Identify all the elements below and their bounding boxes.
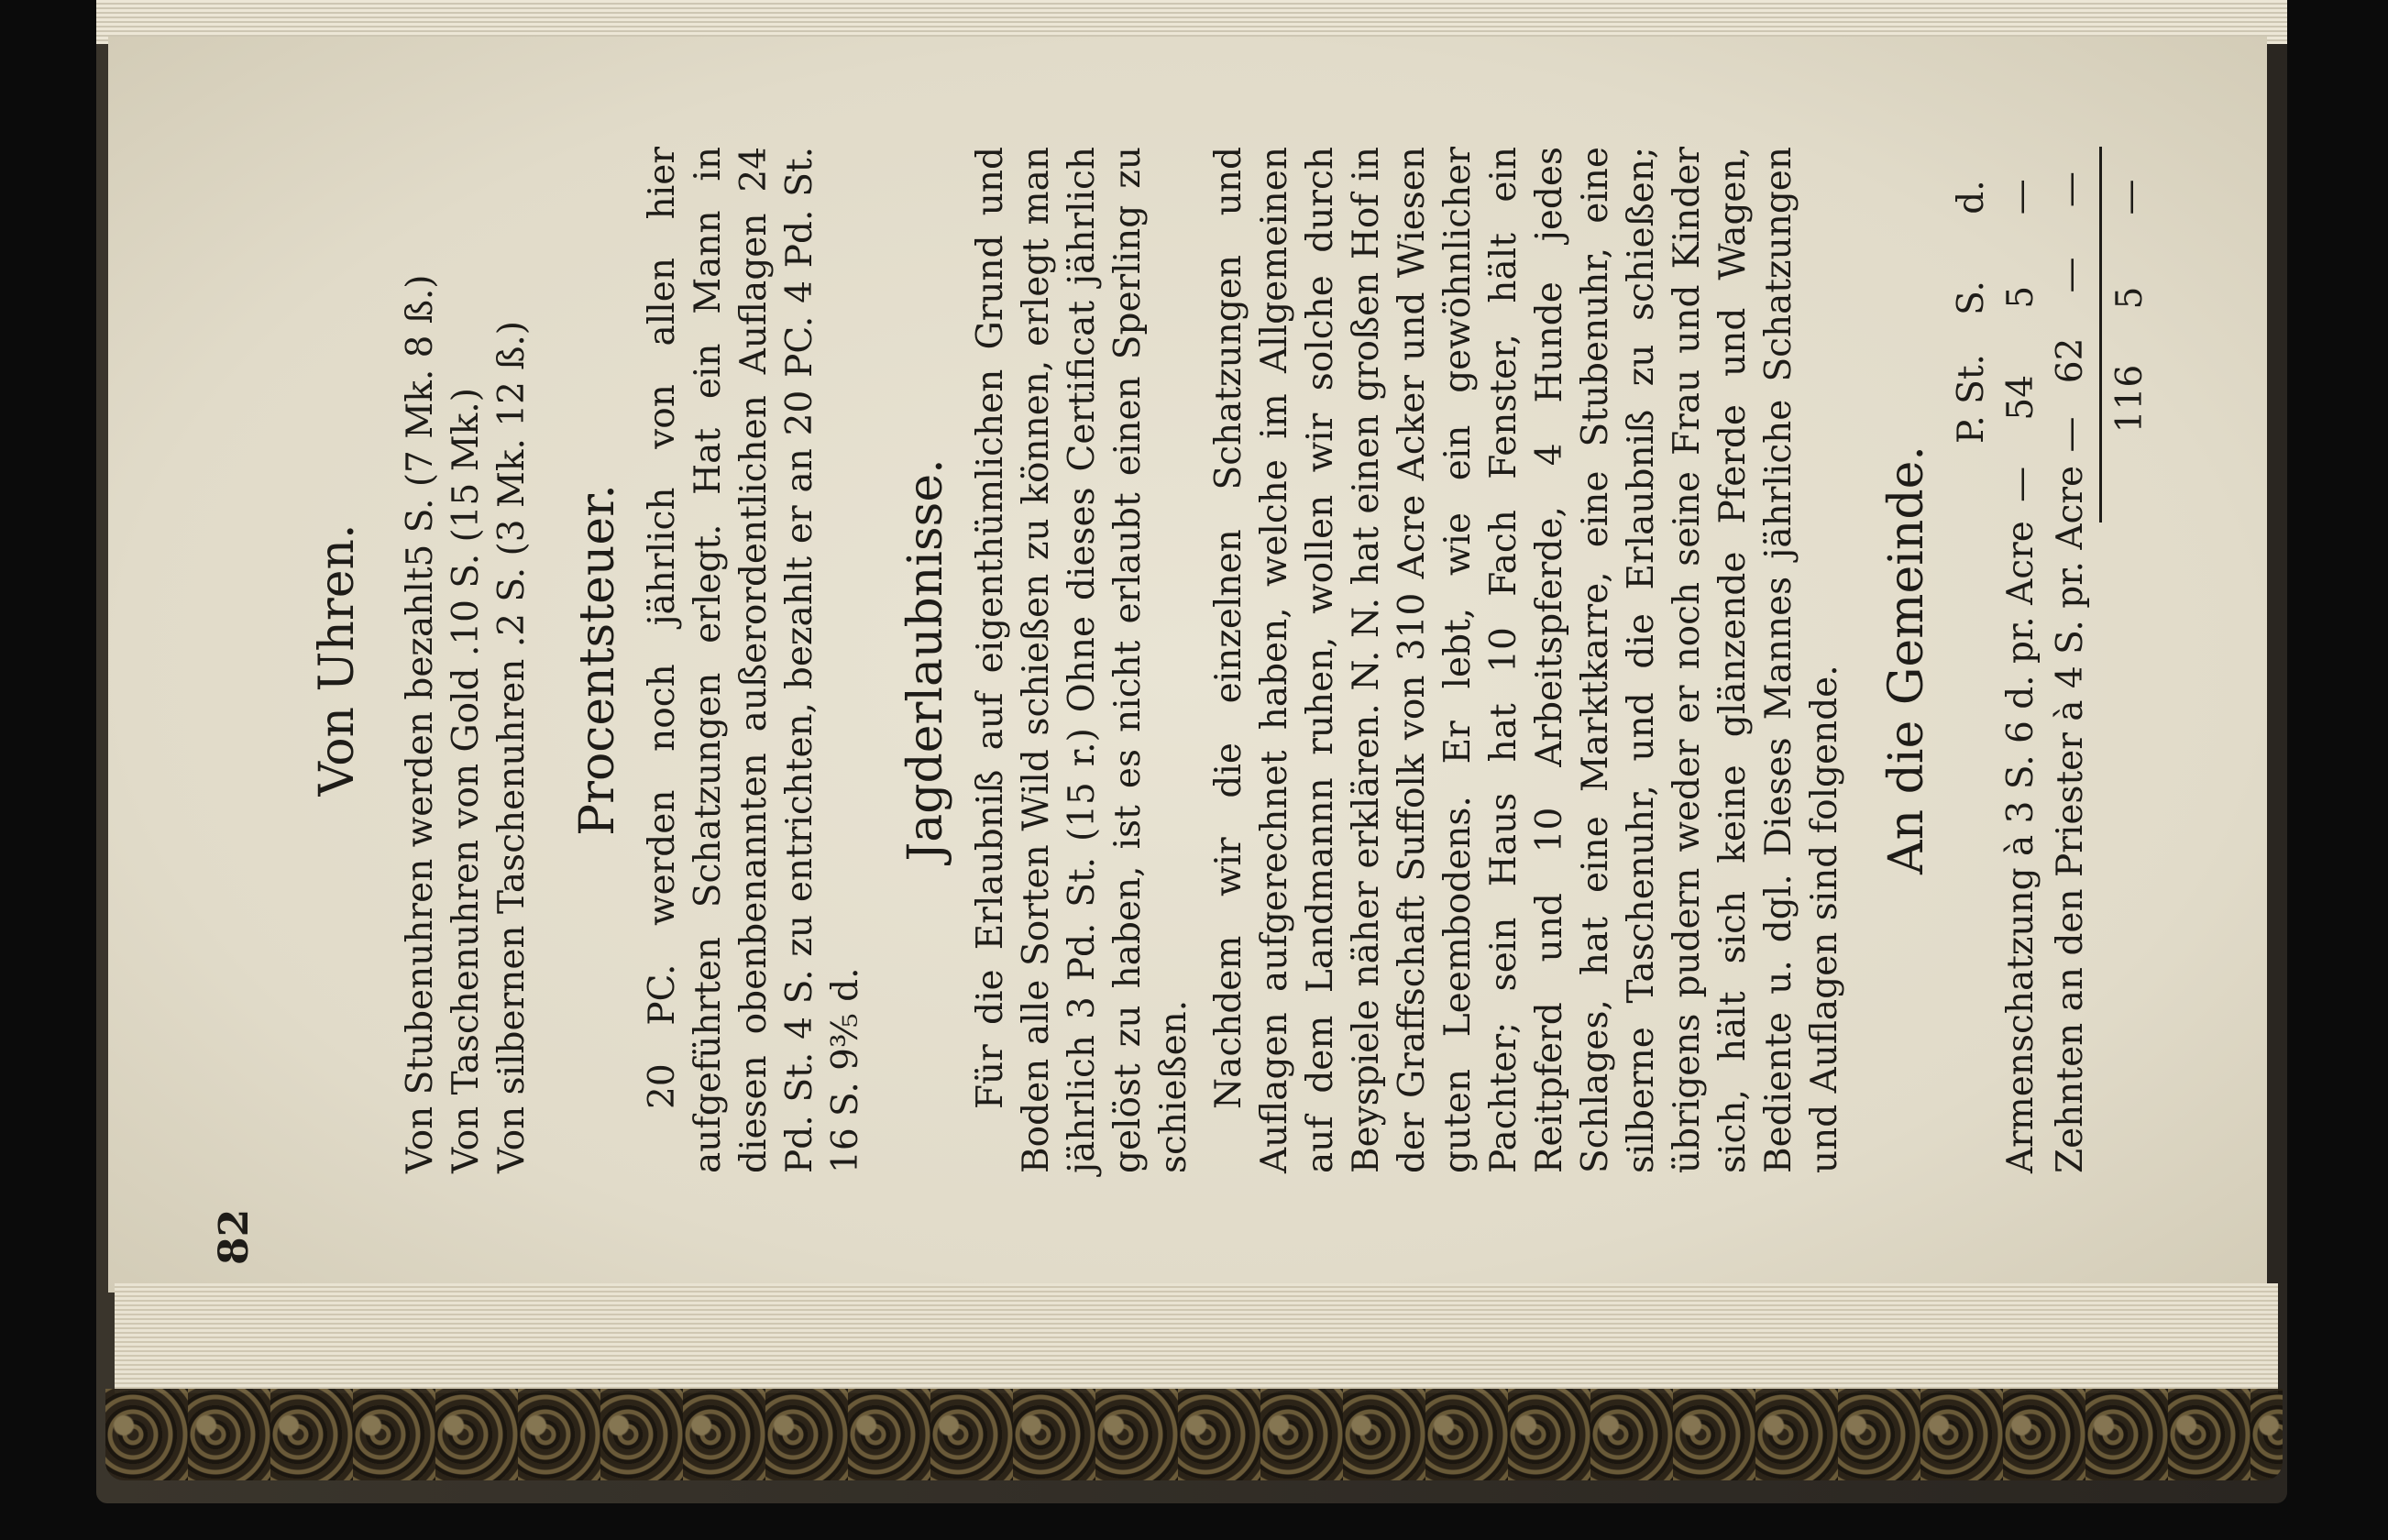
row-dash: — (2000, 466, 2041, 502)
row-label: Zehnten an den Priester à 4 S. pr. Acre (2050, 465, 2091, 1173)
hunting-text: Für die Erlaubniß auf eigenthümlichen Grund und Boden alle Sorten Wild schießen zu können, erlegt man jährlich 3 Pd. St. (15 r.) Ohne dieses Certificat jährlich gelöst zu haben, ist es nicht erlaubt einen Sperling zu schießen. (970, 147, 1194, 1173)
clock-row-label: Von silbernen Taschenuhren . (491, 635, 533, 1173)
clock-row-value: 2 S. (3 Mk. 12 ß.) (491, 320, 533, 636)
heading-percent-tax: Procentsteuer. (570, 484, 625, 836)
clock-row-value: 5 S. (7 Mk. 8 ß.) (400, 274, 441, 567)
table-row (1997, 147, 2046, 1173)
row-pst: 62 (2050, 337, 2091, 384)
percent-tax-text: 20 PC. werden noch jährlich von allen hier aufgeführten Schatzungen erlegt. Hat ein Mann in diesen obenbenannten außerordentlichen Auflagen 24 Pd. St. 4 S. zu entrichten, bezahlt er an 20 PC. 4 Pd. St. 16 S. 9⅗ d. (642, 147, 866, 1173)
clock-row (490, 147, 535, 1173)
heading-community: An die Gemeinde. (1879, 446, 1934, 874)
page-content (312, 147, 2155, 1173)
row-s: 5 (2000, 285, 2041, 309)
row-dash: — (2050, 416, 2091, 453)
page-number: 82 (211, 1208, 258, 1265)
example-text: Nachdem wir die einzelnen Schatzungen und Auflagen aufgerechnet haben, welche im Allgemeinen auf dem Landmannn ruhen, wollen wir solche durch Beyspiele näher erklären. N. N. hat einen großen Hof in der Graffschaft Suffolk von 310 Acre Acker und Wiesen guten Leembodens. Er lebt, wie ein gewöhnlicher Pachter; sein Haus hat 10 Fach Fenster, hält ein Reitpferd und 10 Arbeitspferde, 4 Hunde jedes Schlages, hat eine Marktkarre, eine Stubenuhr, eine silberne Taschenuhr, und die Erlaubniß zu schießen; übrigens pudern weder er noch seine Frau und Kinder sich, hält sich keine glänzende Pferde und Wagen, Bediente u. dgl. Dieses Mannes jährliche Schatzungen und Auflagen sind folgende. (1208, 147, 1845, 1173)
total-s: 5 (2109, 286, 2151, 310)
total-d: — (2109, 179, 2151, 215)
row-d: — (2000, 179, 2041, 215)
col-s-header: S. (1951, 280, 1992, 315)
clock-row-label: Von Stubenuhren werden bezahlt (400, 566, 441, 1173)
heading-clocks: Von Uhren. (310, 523, 365, 797)
row-d: — (2050, 171, 2091, 208)
row-s: — (2050, 257, 2091, 293)
total-pst: 116 (2109, 364, 2151, 434)
table-row (2046, 147, 2096, 1173)
clock-row (398, 147, 444, 1173)
clock-row (444, 147, 490, 1173)
sum-rule (2099, 147, 2102, 522)
clock-row-label: Von Taschenuhren von Gold . (446, 644, 487, 1173)
rotated-page-text (156, 82, 2191, 1265)
clock-row-value: 10 S. (15 Mk.) (446, 388, 487, 645)
heading-hunting: Jagderlaubnisse. (898, 458, 953, 862)
col-d-header: d. (1951, 180, 1992, 214)
table-header (1947, 147, 1997, 1173)
row-label: Armenschatzung à 3 S. 6 d. pr. Acre (2000, 521, 2041, 1173)
row-pst: 54 (2000, 374, 2041, 421)
table-total-row (2106, 147, 2155, 1173)
col-pst-header: P. St. (1951, 354, 1992, 444)
tax-table (1947, 147, 2155, 1173)
page-stack-bottom-edge (115, 1283, 2278, 1393)
marbled-edge (105, 1389, 2283, 1480)
